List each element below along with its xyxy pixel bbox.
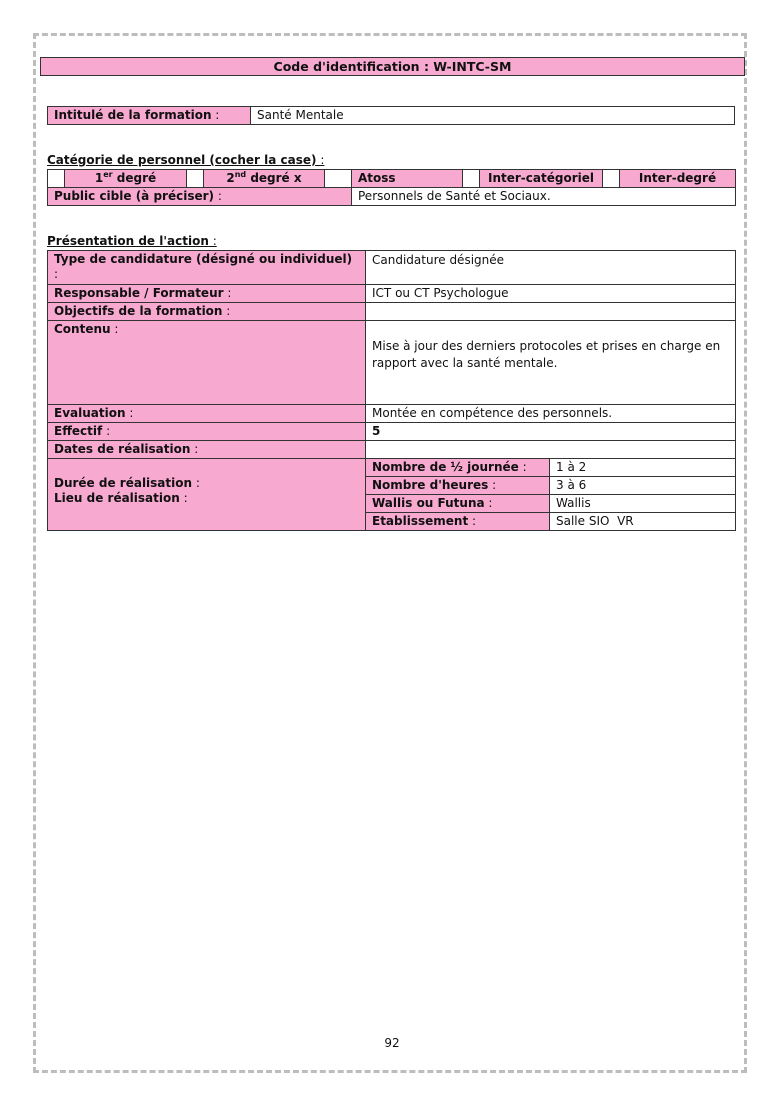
contenu-sep: : [110,322,119,336]
objectifs-label-cell [48,303,366,321]
demi-journee-label: Nombre de ½ journée [372,460,519,474]
wallis-futuna-label: Wallis ou Futuna [372,496,485,510]
categorie-title [47,153,324,167]
public-cible-sep: : [214,189,222,203]
evaluation-label-cell [48,405,366,423]
dates-sep: : [190,442,199,456]
responsable-row [48,285,736,303]
first-degree-label: 1er degré [65,170,187,188]
formation-title-label-cell [48,107,251,125]
etablissement-label-cell [366,513,550,531]
second-degree-label: 2nd degré x [204,170,325,188]
type-label-cell [48,251,366,285]
contenu-value: Mise à jour des derniers protocoles et prises en charge en rapport avec la santé mentale. [366,321,736,405]
categorie-checkbox-row [48,170,736,188]
evaluation-value: Montée en compétence des personnels. [366,405,736,423]
etablissement-value: Salle SIO VR [550,513,736,531]
effectif-label-cell [48,423,366,441]
responsable-value: ICT ou CT Psychologue [366,285,736,303]
lieu-label: Lieu de réalisation [54,491,180,505]
heures-label: Nombre d'heures [372,478,489,492]
wallis-futuna-sep: : [484,496,493,510]
dates-label: Dates de réalisation [54,442,191,456]
demi-journee-row [48,459,736,477]
presentation-table [47,250,736,531]
evaluation-label: Evaluation [54,406,126,420]
responsable-label: Responsable / Formateur [54,286,224,300]
heures-label-cell [366,477,550,495]
effectif-sep: : [102,424,111,438]
formation-title-row [48,107,735,125]
wallis-futuna-value: Wallis [550,495,736,513]
inter-degre-label: Inter-degré [620,170,736,188]
objectifs-sep: : [222,304,231,318]
etablissement-sep: : [468,514,477,528]
contenu-row [48,321,736,405]
dates-row [48,441,736,459]
effectif-row [48,423,736,441]
demi-journee-label-cell [366,459,550,477]
objectifs-label: Objectifs de la formation [54,304,223,318]
type-sep: : [54,267,59,281]
public-cible-label: Public cible (à préciser) [54,189,215,203]
inter-categoriel-label: Inter-catégoriel [480,170,603,188]
heures-sep: : [488,478,497,492]
formation-title-value: Santé Mentale [251,107,735,125]
responsable-sep: : [223,286,232,300]
responsable-label-cell [48,285,366,303]
atoss-label: Atoss [352,170,463,188]
dates-label-cell [48,441,366,459]
categorie-table [47,169,736,206]
presentation-title-sep: : [208,234,217,248]
demi-journee-value: 1 à 2 [550,459,736,477]
inter-categoriel-checkbox[interactable] [463,170,480,188]
lieu-sep: : [179,491,188,505]
effectif-label: Effectif [54,424,103,438]
type-label: Type de candidature (désigné ou individuel) [54,252,353,266]
dates-value [366,441,736,459]
duree-lieu-label-cell [48,459,366,531]
objectifs-value [366,303,736,321]
heures-value: 3 à 6 [550,477,736,495]
etablissement-label: Etablissement [372,514,469,528]
duree-label: Durée de réalisation [54,476,193,490]
objectifs-row [48,303,736,321]
public-cible-value: Personnels de Santé et Sociaux. [352,188,736,206]
presentation-title [47,234,217,248]
formation-title-label-sep: : [211,108,220,122]
public-cible-label-cell [48,188,352,206]
identification-code-header [40,57,745,76]
first-degree-checkbox[interactable] [48,170,65,188]
second-degree-checkbox[interactable] [187,170,204,188]
inter-degre-checkbox[interactable] [603,170,620,188]
formation-title-table [47,106,735,125]
evaluation-sep: : [125,406,134,420]
type-row [48,251,736,285]
evaluation-row [48,405,736,423]
page-number: 92 [384,1036,400,1050]
effectif-value: 5 [366,423,736,441]
categorie-title-sep: : [316,153,325,167]
demi-journee-sep: : [518,460,527,474]
duree-sep: : [192,476,200,490]
type-value: Candidature désignée [366,251,736,285]
wallis-futuna-label-cell [366,495,550,513]
presentation-title-text: Présentation de l'action [47,234,209,248]
categorie-title-text: Catégorie de personnel (cocher la case) [47,153,317,167]
contenu-label-cell [48,321,366,405]
atoss-checkbox[interactable] [325,170,352,188]
identification-code: Code d'identification : W-INTC-SM [273,59,512,74]
public-cible-row [48,188,736,206]
formation-title-label: Intitulé de la formation [54,108,212,122]
contenu-label: Contenu [54,322,111,336]
